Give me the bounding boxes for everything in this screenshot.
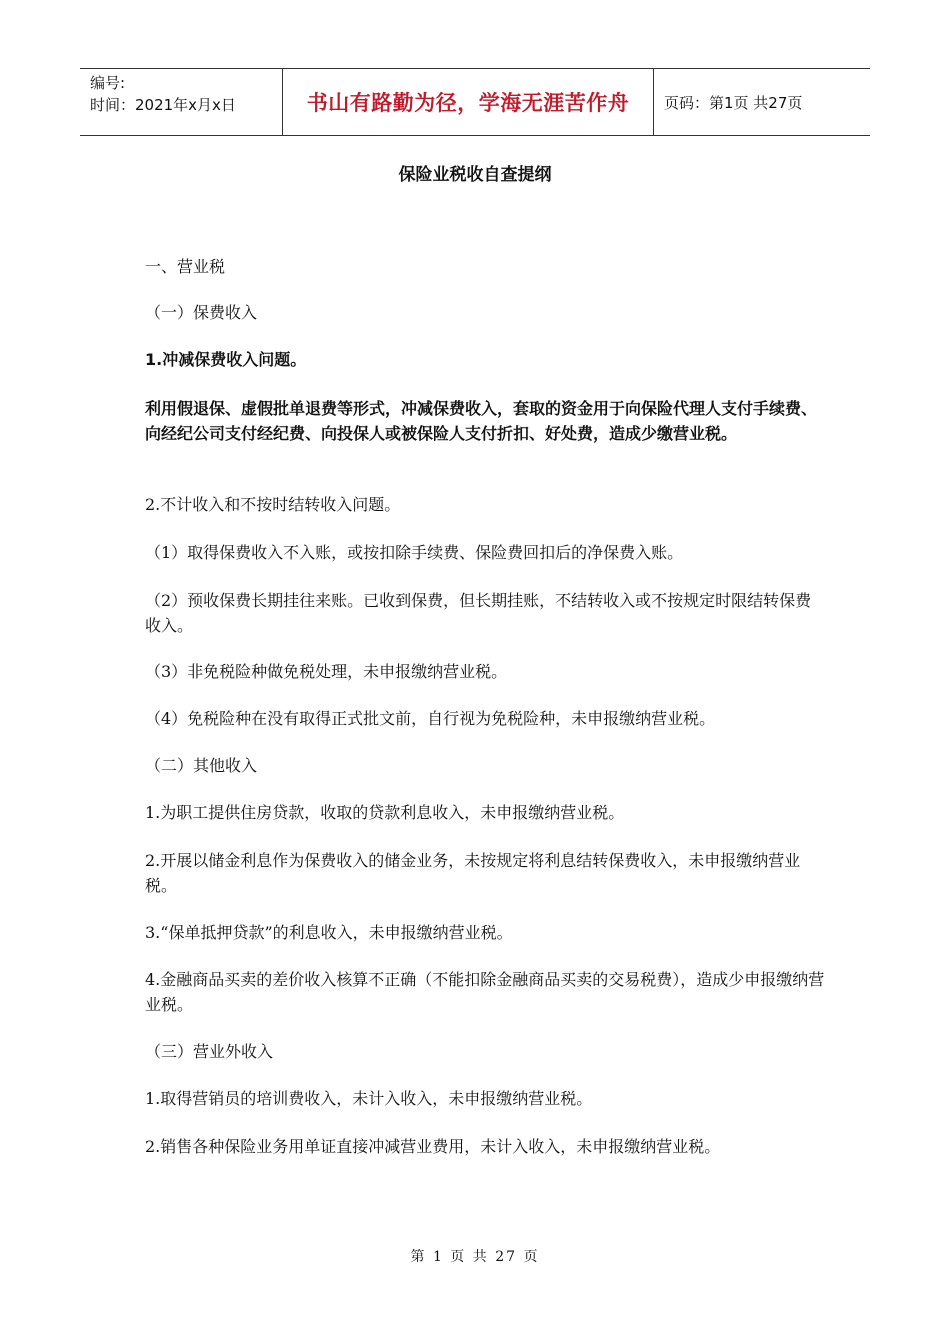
header-motto-cell xyxy=(282,69,654,135)
paragraph: 3.“保单抵押贷款”的利息收入，未申报缴纳营业税。 xyxy=(145,923,513,942)
paragraph: 4.金融商品买卖的差价收入核算不正确（不能扣除金融商品买卖的交易税费），造成少申报缴纳营业税。 xyxy=(145,970,825,1014)
paragraph: （1）取得保费收入不入账，或按扣除手续费、保险费回扣后的净保费入账。 xyxy=(145,543,684,562)
document-time-label: 时间：2021年x月x日 xyxy=(90,96,236,114)
page-header xyxy=(80,68,870,136)
subsection-heading: （一）保费收入 xyxy=(145,303,258,322)
paragraph: 2.销售各种保险业务用单证直接冲减营业费用，未计入收入，未申报缴纳营业税。 xyxy=(145,1137,721,1156)
paragraph: （4）免税险种在没有取得正式批文前，自行视为免税险种，未申报缴纳营业税。 xyxy=(145,709,716,728)
paragraph: 1.取得营销员的培训费收入，未计入收入，未申报缴纳营业税。 xyxy=(145,1089,593,1108)
subsection-heading: （三）营业外收入 xyxy=(145,1042,274,1061)
paragraph: （3）非免税险种做免税处理，未申报缴纳营业税。 xyxy=(145,662,508,681)
header-page-cell xyxy=(654,69,870,135)
document-title: 保险业税收自查提纲 xyxy=(398,165,552,185)
section-heading: 一、营业税 xyxy=(145,257,226,276)
header-page-label: 页码：第1页 共27页 xyxy=(664,93,803,112)
page-footer: 第 1 页 共 27 页 xyxy=(410,1249,540,1265)
paragraph: （2）预收保费长期挂往来账。已收到保费，但长期挂账，不结转收入或不按规定时限结转保费收入。 xyxy=(145,591,812,635)
paragraph: 2.不计收入和不按时结转收入问题。 xyxy=(145,495,401,514)
header-motto: 书山有路勤为径，学海无涯苦作舟 xyxy=(306,91,630,115)
paragraph: 1.为职工提供住房贷款，收取的贷款利息收入，未申报缴纳营业税。 xyxy=(145,803,625,822)
paragraph: 2.开展以储金利息作为保费收入的储金业务，未按规定将利息结转保费收入，未申报缴纳营业税。 xyxy=(145,851,801,895)
header-meta xyxy=(80,69,282,135)
paragraph-bold: 利用假退保、虚假批单退费等形式，冲减保费收入，套取的资金用于向保险代理人支付手续费、向经纪公司支付经纪费、向投保人或被保险人支付折扣、好处费，造成少缴营业税。 xyxy=(145,399,818,443)
item-heading-bold: 1.冲减保费收入问题。 xyxy=(145,350,307,369)
subsection-heading: （二）其他收入 xyxy=(145,756,258,775)
document-number-label: 编号: xyxy=(90,74,126,92)
